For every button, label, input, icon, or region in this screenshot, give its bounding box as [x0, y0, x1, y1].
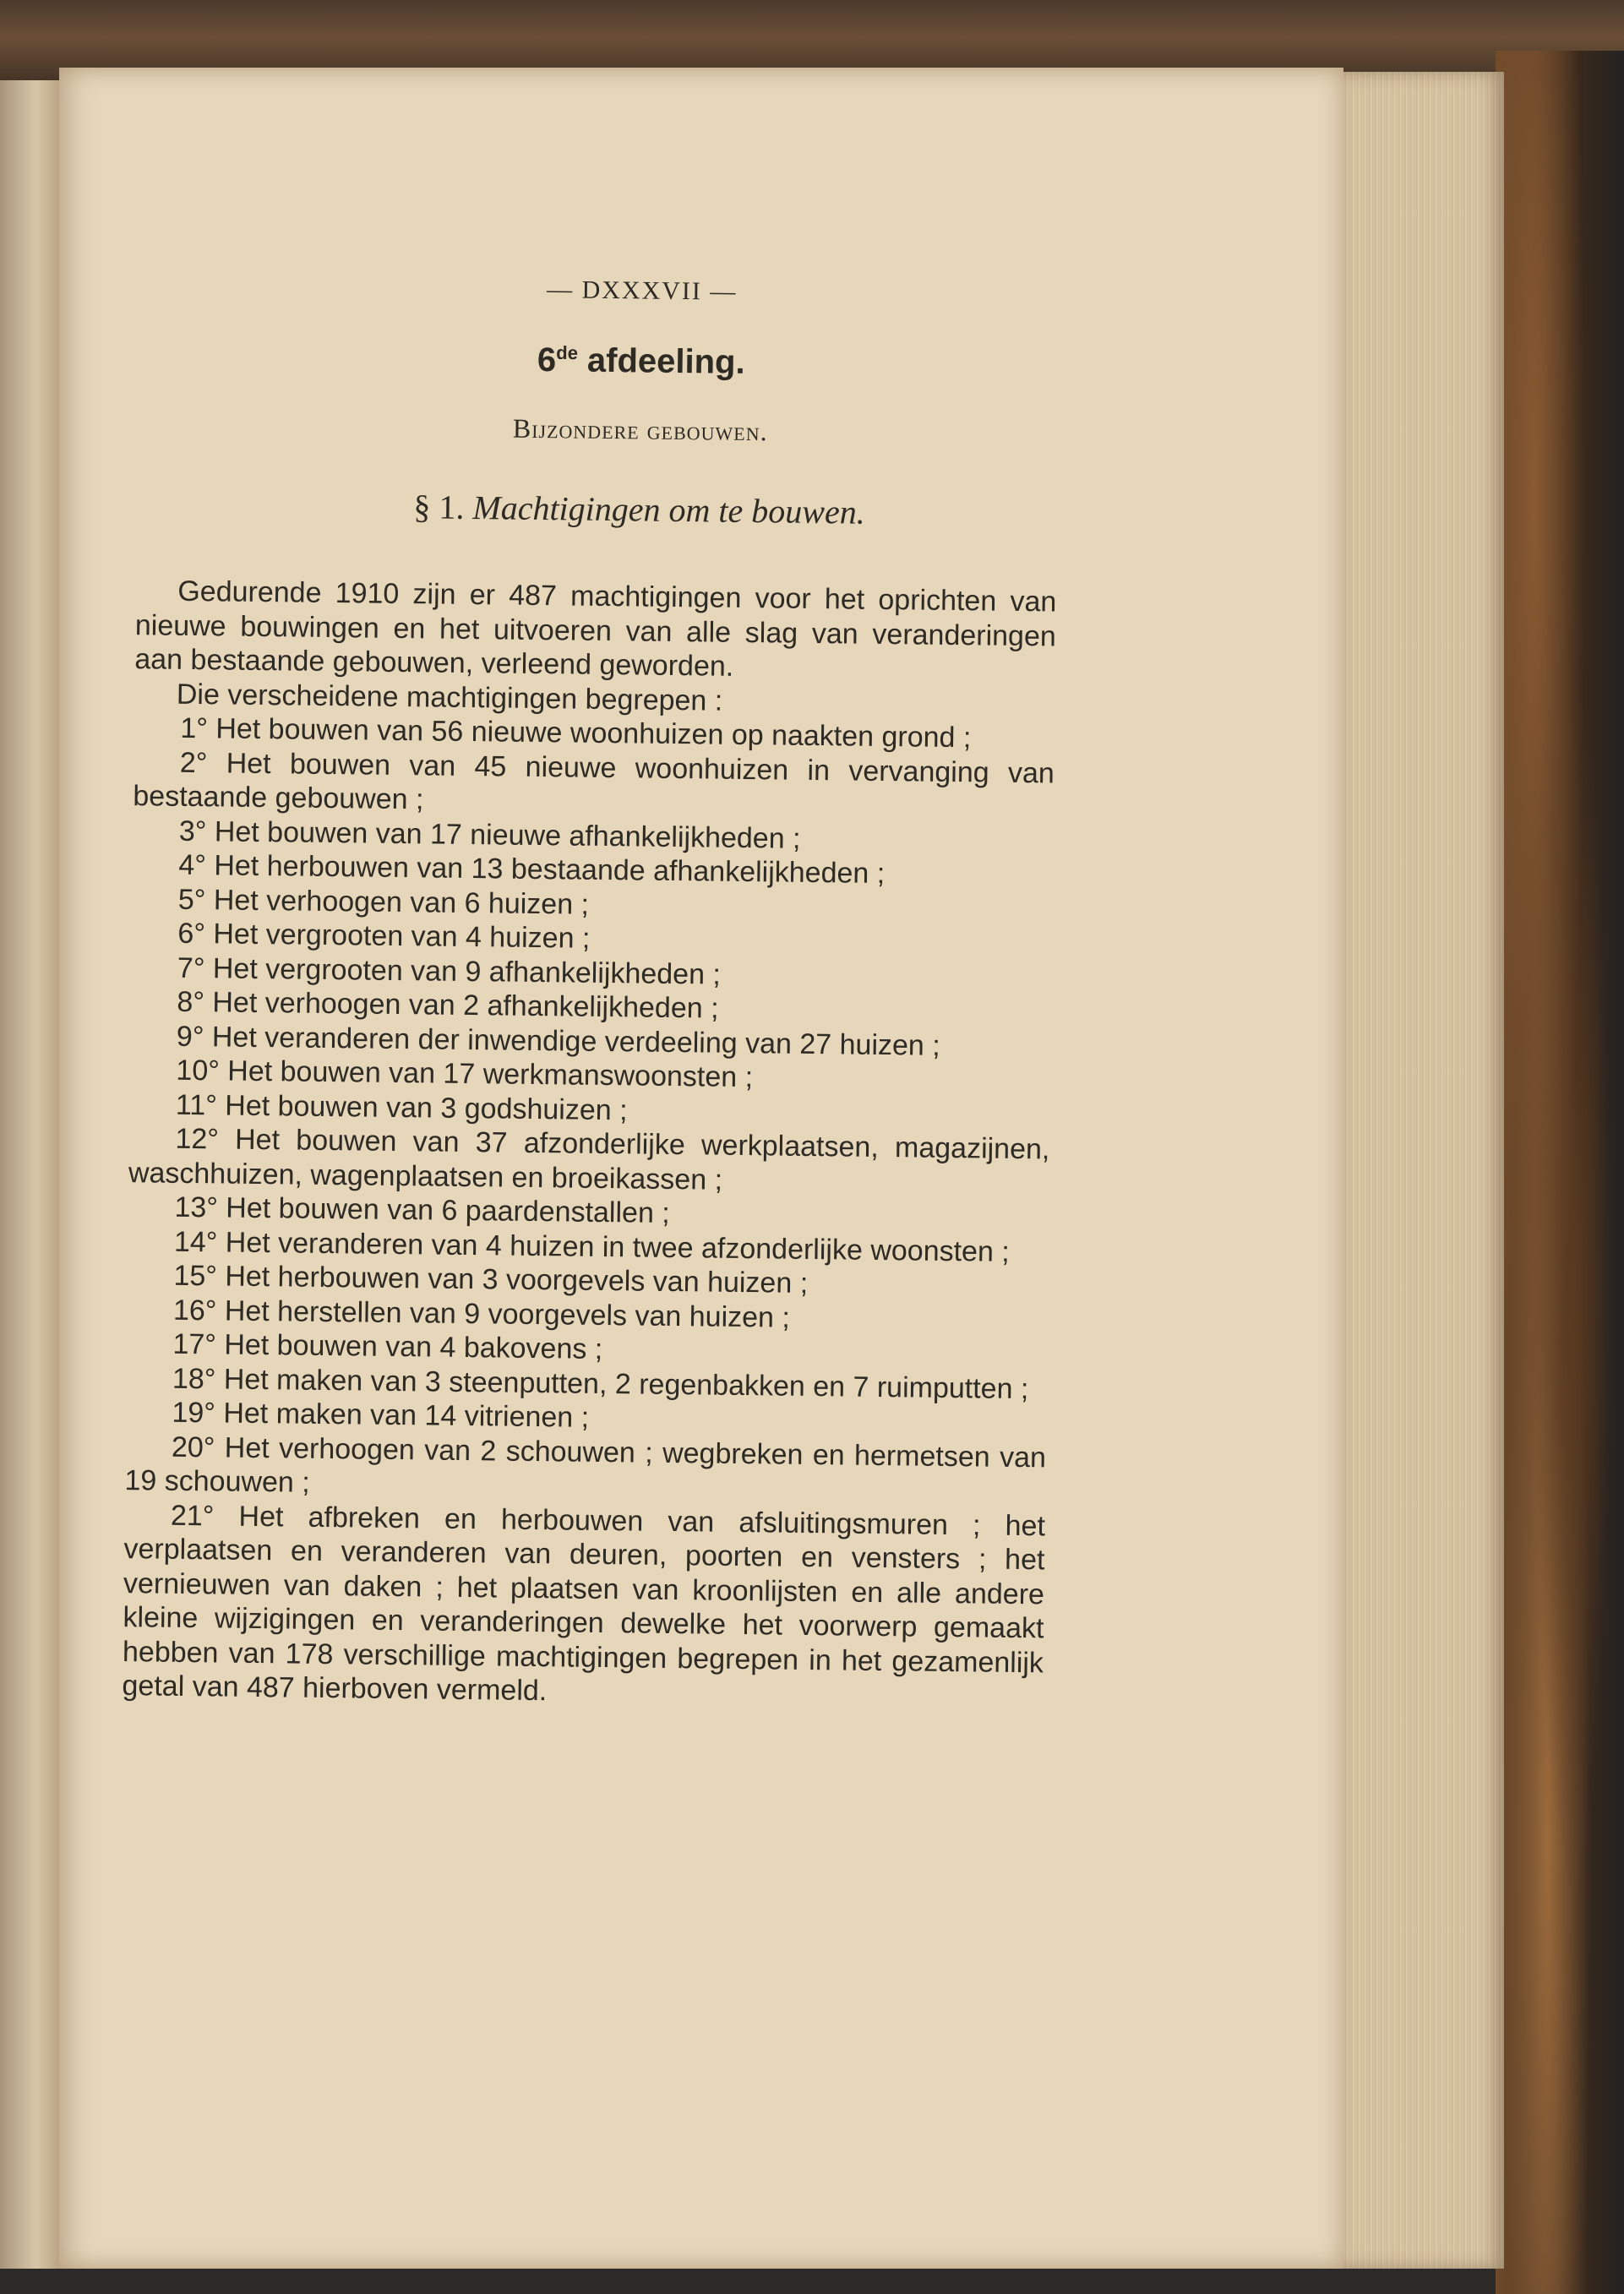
paragraph-number: § 1.	[413, 488, 473, 527]
list-item: 17° Het bouwen van 4 bakovens ;	[172, 1327, 603, 1365]
subsection-title: Bijzondere gebouwen.	[512, 412, 768, 447]
intro-paragraph: Gedurende 1910 zijn er 487 machtigingen voor het oprichten van nieuwe bouwingen en het uitvoeren van alle slag van veranderingen aan bestaande gebouwen, verleend geworden.	[134, 575, 1057, 683]
list-item: 1° Het bouwen van 56 nieuwe woonhuizen op naakten grond ;	[180, 711, 972, 755]
list-item: 21° Het afbreken en herbouwen van afsluitingsmuren ; het verplaatsen en veranderen van deuren, poorten en vensters ; het vernieuwen van daken ; het plaatsen van kroonlijsten en alle andere kleine wijzigingen en veranderingen dewelke het voorwerp gemaakt hebben van 178 verschillige machtigingen begrepen in het gezamenlijk getal van 487 hierboven vermeld.	[122, 1499, 1046, 1708]
marbled-board	[1496, 51, 1624, 2294]
page-stack-edges	[1343, 72, 1504, 2269]
list-item: 7° Het vergrooten van 9 afhankelijkheden ;	[177, 951, 722, 991]
list-item: 19° Het maken van 14 vitrienen ;	[172, 1396, 590, 1434]
facing-page-edge	[0, 80, 59, 2269]
section-ordinal-suffix: de	[556, 341, 579, 364]
list-item: 13° Het bouwen van 6 paardenstallen ;	[174, 1191, 670, 1229]
list-item: 15° Het herbouwen van 3 voorgevels van huizen ;	[173, 1259, 809, 1300]
list-item: 12° Het bouwen van 37 afzonderlijke werkplaatsen, magazijnen, waschhuizen, wagenplaatsen en broeikassen ;	[128, 1122, 1050, 1196]
paragraph-title: Machtigingen om te bouwen.	[472, 488, 866, 531]
list-lead-in: Die verscheidene machtigingen begrepen :	[176, 678, 723, 717]
list-item: 11° Het bouwen van 3 godshuizen ;	[175, 1088, 628, 1126]
list-item: 14° Het veranderen van 4 huizen in twee afzonderlijke woonsten ;	[173, 1225, 1010, 1268]
body-text	[122, 574, 1056, 1714]
list-item: 8° Het verhoogen van 2 afhankelijkheden ;	[177, 985, 719, 1025]
section-word: afdeeling.	[577, 341, 745, 381]
list-item: 18° Het maken van 3 steenputten, 2 regenbakken en 7 ruimputten ;	[172, 1362, 1029, 1405]
list-item: 16° Het herstellen van 9 voorgevels van huizen ;	[172, 1294, 791, 1334]
list-item: 4° Het herbouwen van 13 bestaande afhankelijkheden ;	[178, 848, 886, 891]
list-item: 20° Het verhoogen van 2 schouwen ; wegbreken en hermetsen van 19 schouwen ;	[124, 1430, 1047, 1499]
section-title	[226, 337, 1055, 385]
list-item: 9° Het veranderen der inwendige verdeeling van 27 huizen ;	[176, 1020, 940, 1062]
list-item: 10° Het bouwen van 17 werkmanswoonsten ;	[176, 1054, 754, 1094]
list-item: 2° Het bouwen van 45 nieuwe woonhuizen in vervanging van bestaande gebouwen ;	[133, 746, 1055, 816]
list-item: 6° Het vergrooten van 4 huizen ;	[177, 917, 591, 955]
section-number: 6	[537, 341, 557, 379]
list-item: 3° Het bouwen van 17 nieuwe afhankelijkheden ;	[178, 815, 801, 855]
running-head: — DXXXVII —	[546, 275, 738, 306]
paragraph-heading	[225, 484, 1054, 534]
list-item: 5° Het verhoogen van 6 huizen ;	[177, 883, 590, 921]
page-content	[109, 270, 1056, 1714]
